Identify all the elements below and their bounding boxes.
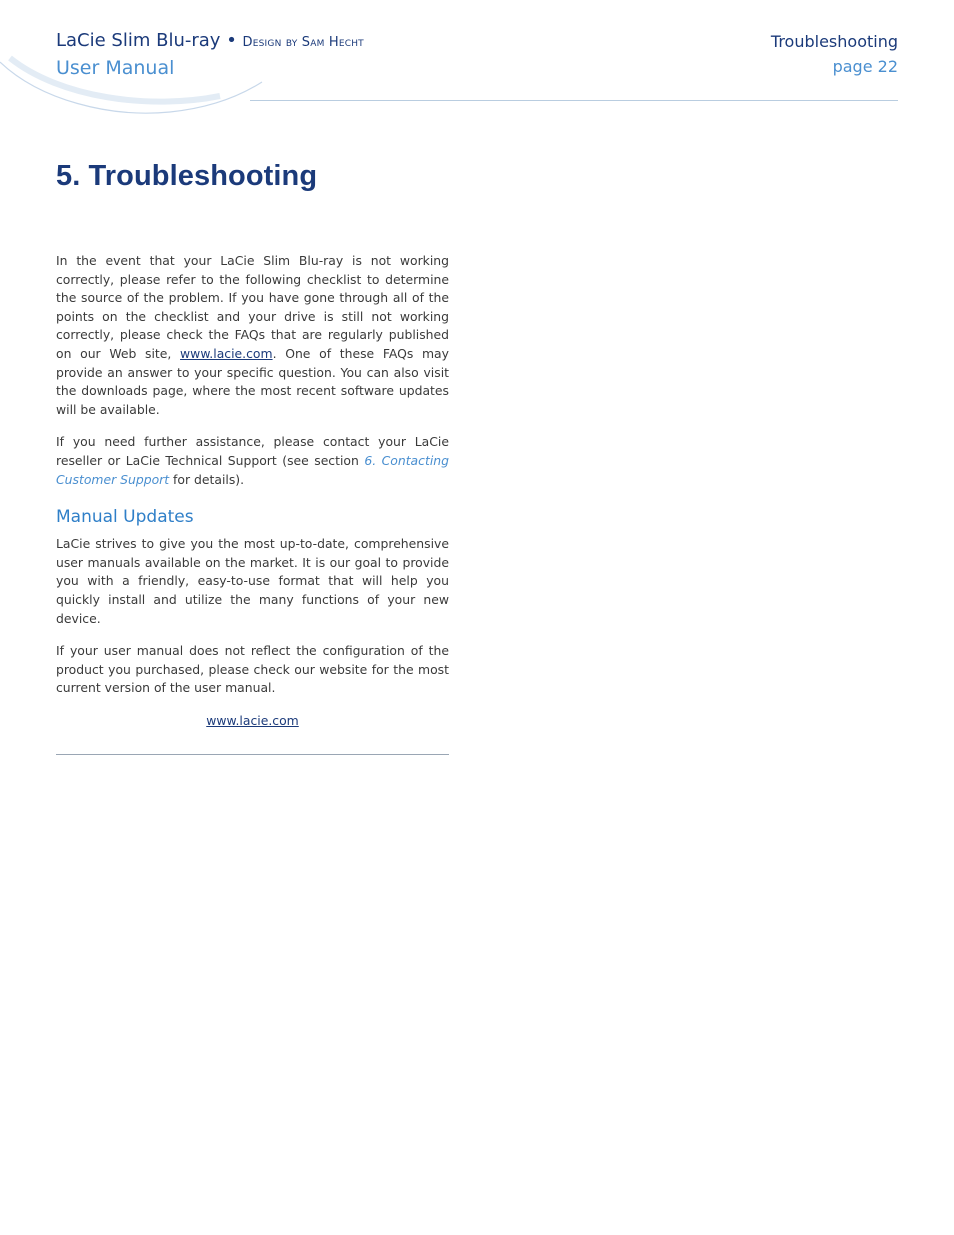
manual-updates-paragraph-2: If your user manual does not reflect the configuration of the product you purchased, please check our website for the most current version of the user manual. (56, 643, 449, 696)
header-left (56, 29, 364, 81)
intro-paragraph-2 (56, 433, 449, 489)
manual-updates-heading: Manual Updates (56, 507, 194, 528)
header-bullet: • (226, 30, 237, 51)
product-name: LaCie Slim Blu-ray (56, 30, 221, 51)
page-number: page 22 (832, 57, 898, 76)
page-title: 5. Troubleshooting (56, 160, 318, 192)
header-divider (250, 100, 898, 101)
section-end-divider (56, 754, 449, 755)
intro-text-1a: In the event that your LaCie Slim Blu-ray is not working correctly, please refer to the following checklist to determine the source of the problem. If you have gone through all of the points on the checklist and your drive is still not working correctly, please check the FAQs that are regularly published on our Web site, (56, 253, 449, 361)
contact-support-section-link[interactable]: 6. Contacting Customer Support (56, 452, 449, 487)
lacie-website-link[interactable]: www.lacie.com (180, 345, 273, 361)
main-content (56, 252, 449, 755)
intro-paragraph-1 (56, 252, 449, 419)
manual-updates-website-link[interactable]: www.lacie.com (206, 712, 299, 728)
manual-label: User Manual (56, 57, 175, 79)
intro-text-2b: for details). (169, 471, 245, 487)
manual-updates-paragraph-1: LaCie strives to give you the most up-to-date, comprehensive user manuals available on the market. It is our goal to provide you with a friendly, easy-to-use format that will help you quickly install and utilize the many functions of your new device. (56, 536, 449, 626)
manual-updates-link-line (56, 712, 449, 731)
intro-text-2a: If you need further assistance, please contact your LaCie reseller or LaCie Technical Support (see section (56, 434, 449, 468)
header-right (771, 30, 898, 80)
design-credit: Design by Sam Hecht (242, 35, 364, 50)
header-section-name: Troubleshooting (770, 32, 898, 51)
product-line (56, 29, 364, 55)
intro-text-1b: . One of these FAQs may provide an answer to your specific question. You can also visit the downloads page, where the most recent software updates will be available. (56, 345, 449, 417)
